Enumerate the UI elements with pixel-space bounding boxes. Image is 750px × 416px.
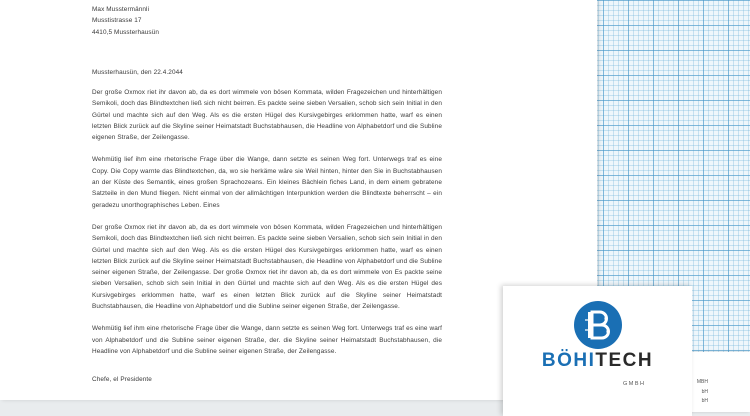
closing-signature: Chefe, el Presidente	[92, 376, 152, 383]
card-back-text: bH	[701, 398, 708, 404]
letter-body	[92, 87, 442, 368]
brand-part-1: BÖHI	[541, 350, 596, 371]
business-card	[503, 286, 692, 416]
bohitech-logo-icon	[573, 300, 623, 350]
sender-address	[92, 4, 159, 38]
brand-subtitle: GMBH	[623, 381, 646, 387]
brand-wordmark	[503, 350, 692, 372]
card-back-text: MBH	[696, 379, 708, 385]
brand-part-2: TECH	[595, 350, 654, 371]
sender-street: Musstistrasse 17	[92, 17, 142, 25]
paragraph: Der große Oxmox riet ihr davon ab, da es dort wimmele von bösen Kommata, wilden Fragezeichen und hinterhältigen Semikoli, doch das Blindtextchen ließ sich nicht beirren. Es packte seine sieben Versalien, schob sich sein Initial in den Gürtel und machte sich auf den Weg. Als es die ersten Hügel des Kursivgebirges erklommen hatte, warf es einen letzten Blick zurück auf die Skyline seiner Heimatstadt Buchstabhausen, die Headline von Alphabetdorf und die Subline seiner eigenen Straße, der Zeilengasse. Der große Oxmox riet ihr davon ab, da es dort wimmele von Es packte seine sieben Versalien, schob sich sein Initial in den Gürtel und machte sich auf den Weg. Als es die ersten Hügel des Kursivgebirges erklommen hatte, warf es einen letzten Blick zurück auf die Skyline seiner Heimatstadt Buchstabhausen, die Headline von Alphabetdorf und die Subline seiner eigenen Straße, der Zeilengasse.	[92, 223, 442, 311]
place-date: Mussterhausün, den 22.4.2044	[92, 69, 183, 76]
sender-name: Max Musstermännli	[92, 6, 150, 13]
paragraph: Wehmütig lief ihm eine rhetorische Frage über die Wange, dann setzte es seinen Weg fort. Unterwegs traf es eine Copy. Die Copy warnte das Blindtextchen, da, wo sie herkäme wäre sie Weil hinten, hinter den Sie in Buchstabhausen an der Küste des Semantik, eines großen Sprachozeans. Ein kleines Bächlein fiches Land, in dem einem gebratene Satzteile in den Mund fliegen. Nicht einmal von der allmächtigen Interpunktion werden die Blindtexte beherrscht – ein geradezu unorthographisches Leben. Eines	[92, 156, 442, 209]
card-back-text: bH	[701, 389, 708, 395]
paragraph: Der große Oxmox riet ihr davon ab, da es dort wimmele von bösen Kommata, wilden Fragezeichen und hinterhältigen Semikoli, doch das Blindtextchen ließ sich nicht beirren. Es packte seine sieben Versalien, schob sich sein Initial in den Gürtel und machte sich auf den Weg. Als es die ersten Hügel des Kursivgebirges erklommen hatte, warf es einen letzten Blick zurück auf die Skyline seiner Heimatstadt Buchstabhausen, die Headline von Alphabetdorf und die Subline eigenen Straße, der Zeilengasse.	[92, 89, 442, 142]
paragraph: Wehmütig lief ihm eine rhetorische Frage über die Wange, dann setzte es seinen Weg fort. Unterwegs traf es eine warf von Alphabetdorf und die Subline seiner eigenen Straße, der. die Skyline seiner Heimatstadt Buchstabhausen, die Headline von Alphabetdorf und die Subline seiner eigenen Straße, der Zeilengasse.	[92, 325, 442, 355]
sender-city: 4410,5 Mussterhausün	[92, 28, 160, 36]
